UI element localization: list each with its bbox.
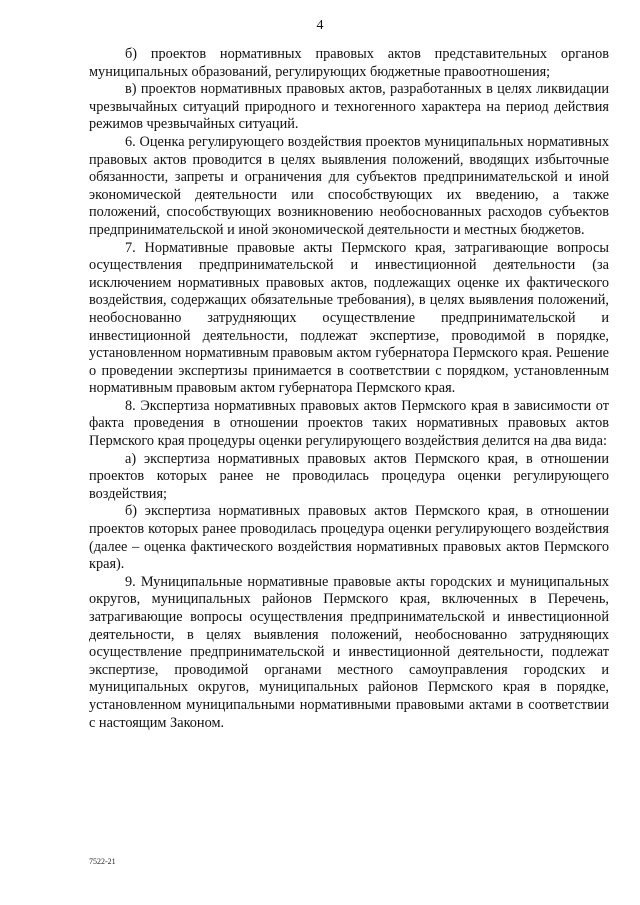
page-number: 4 xyxy=(316,18,324,33)
paragraph-item-b: б) проектов нормативных правовых актов представительных органов муниципальных образований, регулирующих бюджетные правоотношения; xyxy=(89,46,609,80)
paragraph-7: 7. Нормативные правовые акты Пермского края, затрагивающие вопросы осуществления предпринимательской и инвестиционной деятельности (за исключением нормативных правовых актов, подлежащих оценке их фактического воздействия, содержащих обязательные требования), в целях выявления положений, необоснованно затрудняющих осуществление предпринимательской и инвестиционной деятельности, подлежат экспертизе, проводимой в порядке, установленном нормативным правовым актом губернатора Пермского края. Решение о проведении экспертизы принимается в соответствии с порядком, установленным нормативным правовым актом губернатора Пермского края. xyxy=(89,239,609,397)
paragraph-8-item-b: б) экспертиза нормативных правовых актов Пермского края, в отношении проектов которых ранее проводилась процедура оценки регулирующего воздействия (далее – оценка фактического воздействия нормативных правовых актов Пермского края). xyxy=(89,503,609,573)
document-body xyxy=(89,46,609,732)
paragraph-8: 8. Экспертиза нормативных правовых актов Пермского края в зависимости от факта проведения в отношении проектов таких нормативных правовых актов Пермского края процедуры оценки регулирующего воздействия делится на два вида: xyxy=(89,397,609,450)
document-code: 7522-21 xyxy=(89,857,116,866)
paragraph-9: 9. Муниципальные нормативные правовые акты городских и муниципальных округов, муниципальных районов Пермского края, включенных в Перечень, затрагивающие вопросы осуществления предпринимательской и инвестиционной деятельности, в целях выявления положений, необоснованно затрудняющих осуществление предпринимательской и инвестиционной деятельности, подлежат экспертизе, проводимой органами местного самоуправления городских и муниципальных округов, муниципальных районов Пермского края в порядке, установленном муниципальными нормативными правовыми актами в соответствии с настоящим Законом. xyxy=(89,573,609,731)
paragraph-item-v: в) проектов нормативных правовых актов, разработанных в целях ликвидации чрезвычайных ситуаций природного и техногенного характера на период действия режимов чрезвычайных ситуаций. xyxy=(89,81,609,133)
paragraph-6: 6. Оценка регулирующего воздействия проектов муниципальных нормативных правовых актов проводится в целях выявления положений, вводящих избыточные обязанности, запреты и ограничения для субъектов предпринимательской и иной экономической деятельности или способствующих их введению, а также положений, способствующих возникновению необоснованных расходов субъектов предпринимательской и иной экономической деятельности и местных бюджетов. xyxy=(89,133,609,238)
paragraph-8-item-a: а) экспертиза нормативных правовых актов Пермского края, в отношении проектов которых ранее не проводилась процедура оценки регулирующего воздействия; xyxy=(89,450,609,502)
